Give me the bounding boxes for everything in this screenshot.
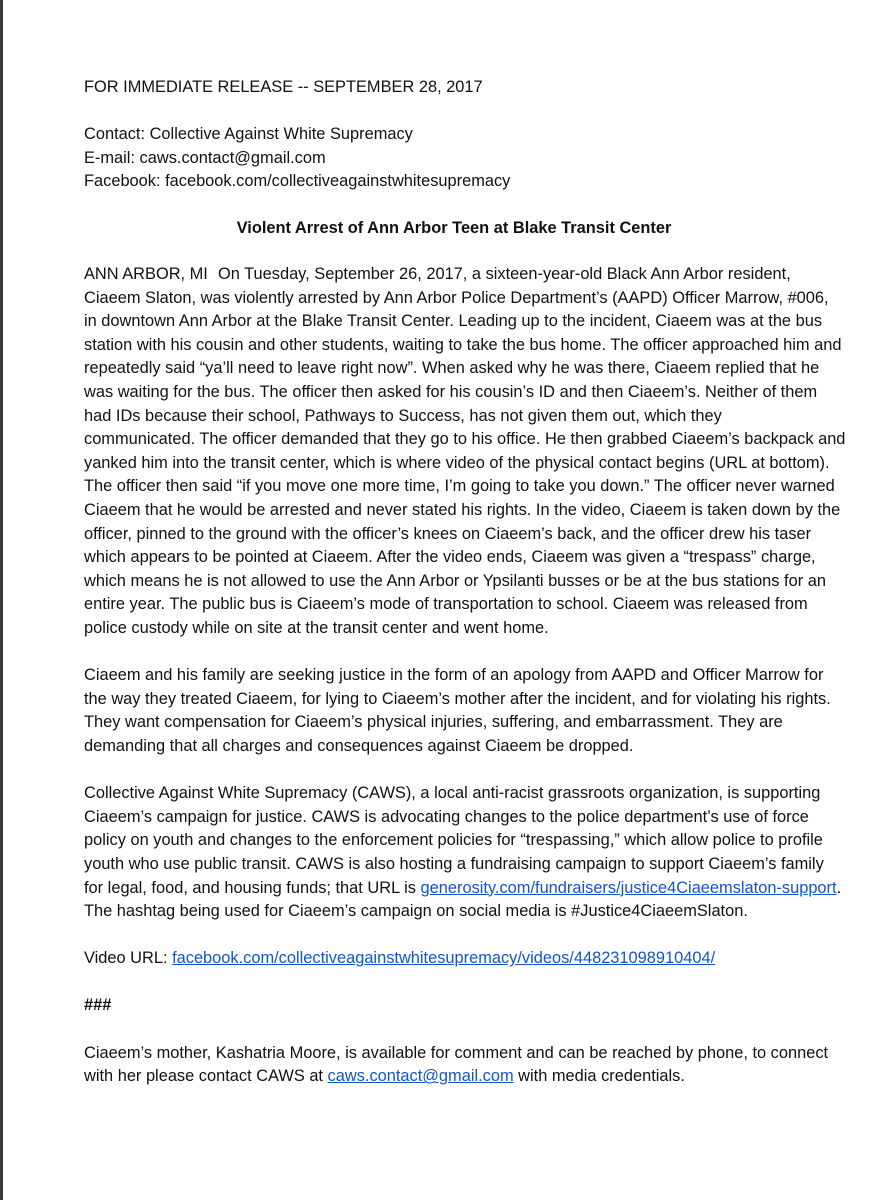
release-date-line: FOR IMMEDIATE RELEASE -- SEPTEMBER 28, 2017 [84,78,483,96]
paragraph-line: They want compensation for Ciaeem’s physical injuries, suffering, and embarrassment. They are [84,713,783,732]
paragraph-demands [84,664,830,758]
paragraph-line: repeatedly said “ya’ll need to leave right now”. When asked why he was there, Ciaeem replied that he [84,359,820,378]
paragraph-line: station with his cousin and other students, waiting to take the bus home. The officer approached him and [84,335,842,354]
fundraiser-prefix: for legal, food, and housing funds; that URL is [84,878,421,897]
paragraph-line: officer, pinned to the ground with the officer’s knees on Ciaeem’s back, and the officer drew his taser [84,524,812,543]
paragraph-line-text: On Tuesday, September 26, 2017, a sixteen-year-old Black Ann Arbor resident, [218,265,791,284]
paragraph-line: youth who use public transit. CAWS is also hosting a fundraising campaign to support Ciaeem’s family [84,854,824,873]
paragraph-line: police custody while on site at the transit center and went home. [84,618,549,637]
video-url-line [84,947,830,971]
closing-suffix: with media credentials. [513,1067,685,1086]
paragraph-line: Ciaeem’s campaign for justice. CAWS is advocating changes to the police department’s use of force [84,807,809,826]
paragraph-line: The officer then said “if you move one more time, I’m going to take you down.” The officer never warned [84,477,835,496]
fundraiser-suffix: . [836,878,842,897]
dateline: ANN ARBOR, MI [84,265,208,284]
paragraph-line: Ciaeem’s mother, Kashatria Moore, is available for comment and can be reached by phone, to connect [84,1043,829,1062]
paragraph-line [84,1065,830,1089]
hashtag-line: The hashtag being used for Ciaeem’s campaign on social media is #Justice4CiaeemSlaton. [84,902,748,921]
paragraph-line: Ciaeem and his family are seeking justice in the form of an apology from AAPD and Officer Marrow for [84,666,824,685]
contact-block [84,123,830,194]
paragraph-incident [84,263,846,641]
page-edge-divider [0,0,3,1200]
paragraph-line: which appears to be pointed at Ciaeem. After the video ends, Ciaeem was given a “trespass” charge, [84,548,816,567]
paragraph-line: the way they treated Ciaeem, for lying to Ciaeem’s mother after the incident, and for violating his rights. [84,689,831,708]
paragraph-line: Ciaeem Slaton, was violently arrested by Ann Arbor Police Department’s (AAPD) Officer Marrow, #006, [84,288,829,307]
contact-line: Contact: Collective Against White Supremacy [84,125,413,144]
headline: Violent Arrest of Ann Arbor Teen at Blake Transit Center [236,218,672,237]
video-label: Video URL: [84,949,173,968]
paragraph-line: yanked him into the transit center, which is where video of the physical contact begins (URL at bottom). [84,453,830,472]
paragraph-line: entire year. The public bus is Ciaeem’s mode of transportation to school. Ciaeem was released from [84,595,808,614]
paragraph-closing [84,1042,830,1089]
closing-prefix: with her please contact CAWS at [84,1067,328,1086]
paragraph-caws-support [84,782,842,924]
paragraph-line [84,263,830,287]
facebook-line: Facebook: facebook.com/collectiveagainstwhitesupremacy [84,172,511,191]
paragraph-line: in downtown Ann Arbor at the Blake Transit Center. Leading up to the incident, Ciaeem was at the bus [84,312,823,331]
paragraph-line: Ciaeem that he would be arrested and never stated his rights. In the video, Ciaeem is taken down by the [84,501,841,519]
paragraph-line [84,877,842,901]
paragraph-line: demanding that all charges and consequences against Ciaeem be dropped. [84,736,634,755]
paragraph-line: had IDs because their school, Pathways to Success, has not given them out, which they [84,406,722,425]
fundraiser-link[interactable]: generosity.com/fundraisers/justice4Ciaeemslaton-support [420,878,837,897]
email-link[interactable]: caws.contact@gmail.com [327,1067,514,1086]
paragraph-line: communicated. The officer demanded that they go to his office. He then grabbed Ciaeem’s backpack and [84,430,846,449]
paragraph-line: was waiting for the bus. The officer then asked for his cousin’s ID and then Ciaeem’s. Neither of them [84,383,818,402]
paragraph-line: which means he is not allowed to use the Ann Arbor or Ypsilanti busses or be at the bus stations for an [84,571,826,590]
email-line: E-mail: caws.contact@gmail.com [84,148,326,167]
video-line [84,947,830,971]
paragraph-line: policy on youth and changes to the enforcement policies for “trespassing,” which allow police to profile [84,831,823,850]
video-link[interactable]: facebook.com/collectiveagainstwhitesupremacy/videos/448231098910404/ [172,949,716,968]
paragraph-line: Collective Against White Supremacy (CAWS), a local anti-racist grassroots organization, is supporting [84,784,821,803]
end-separator: ### [84,996,112,1015]
